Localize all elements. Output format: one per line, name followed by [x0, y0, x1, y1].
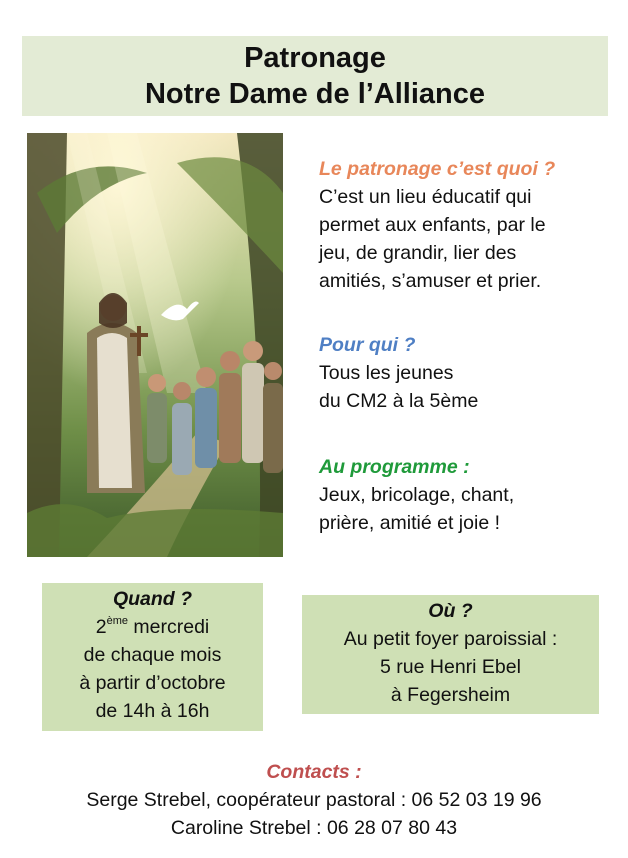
when-title: Quand ?: [112, 588, 193, 610]
title-banner: [22, 36, 608, 116]
question-what: Le patronage c’est quoi ?: [319, 158, 556, 180]
when-line-2: de chaque mois: [83, 644, 222, 666]
who-line-1: Tous les jeunes: [319, 362, 454, 384]
when-ordinal-suffix: ème: [106, 614, 128, 627]
when-weekday: mercredi: [127, 616, 210, 638]
title-line-2: Notre Dame de l’Alliance: [144, 78, 486, 110]
when-box: [42, 583, 263, 731]
section-program: [319, 453, 514, 537]
program-line-2: prière, amitié et joie !: [319, 512, 500, 534]
what-line-3: jeu, de grandir, lier des: [319, 242, 517, 264]
section-who: [319, 331, 478, 415]
contact-line-2: Caroline Strebel : 06 28 07 80 43: [170, 817, 458, 839]
when-ordinal: 2: [95, 616, 107, 638]
program-line-1: Jeux, bricolage, chant,: [319, 484, 515, 506]
title-line-1: Patronage: [244, 42, 386, 74]
where-line-3: à Fegersheim: [390, 684, 511, 706]
where-box: [302, 595, 599, 714]
illustration-jesus-with-children: [27, 133, 283, 557]
what-line-1: C’est un lieu éducatif qui: [319, 186, 532, 208]
question-program: Au programme :: [319, 456, 470, 478]
when-line-4: de 14h à 16h: [95, 700, 210, 722]
when-line-1: [42, 613, 263, 641]
who-line-2: du CM2 à la 5ème: [319, 390, 479, 412]
question-who: Pour qui ?: [319, 334, 416, 356]
when-line-3: à partir d’octobre: [79, 672, 226, 694]
where-line-2: 5 rue Henri Ebel: [380, 656, 521, 678]
contacts-title: Contacts :: [266, 761, 362, 783]
what-line-4: amitiés, s’amuser et prier.: [319, 270, 542, 292]
section-what: [319, 155, 555, 295]
what-line-2: permet aux enfants, par le: [319, 214, 546, 236]
where-title: Où ?: [428, 600, 473, 622]
contact-line-1: Serge Strebel, coopérateur pastoral : 06 52 03 19 96: [86, 789, 542, 811]
where-line-1: Au petit foyer paroissial :: [343, 628, 558, 650]
contacts-section: [0, 758, 628, 842]
